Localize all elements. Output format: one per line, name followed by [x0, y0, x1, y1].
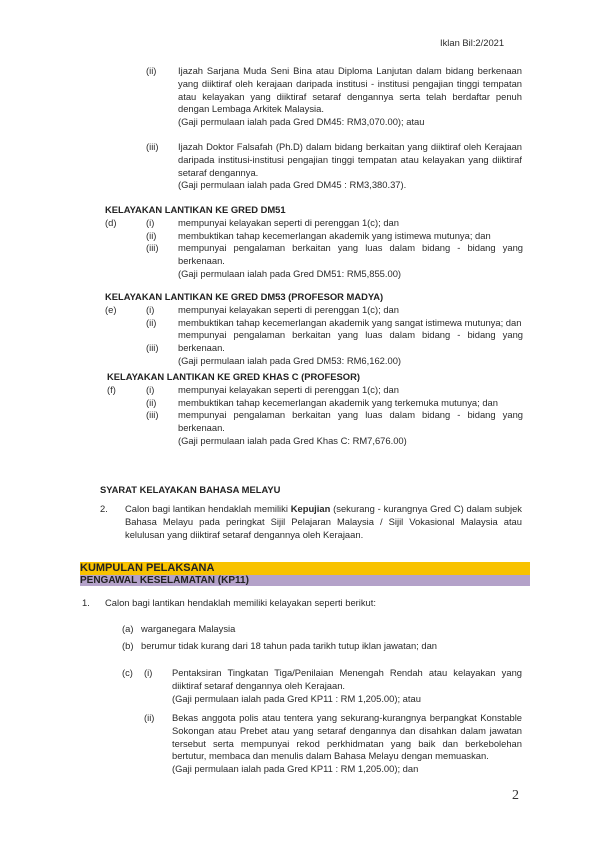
item-text: membuktikan tahap kecemerlangan akademik yang sangat istimewa mutunya; dan [178, 316, 522, 328]
emphasis: Kepujian [290, 503, 331, 514]
item-number: (ii) [146, 65, 157, 76]
salary-note: (Gaji permulaan ialah pada Gred DM53: RM6,162.00) [178, 354, 402, 366]
item-number: (b) [122, 640, 134, 651]
qualification-item [172, 667, 522, 705]
item-text: membuktikan tahap kecemerlangan akademik yang terkemuka mutunya; dan [178, 396, 498, 408]
item-number: (ii) [146, 229, 157, 241]
item-number: (i) [146, 303, 155, 315]
kp11-intro: Calon bagi lantikan hendaklah memiliki kelayakan seperti berikut: [105, 597, 376, 608]
item-text: mempunyai pengalaman berkaitan yang luas dalam bidang - bidang yang berkenaan. [178, 329, 523, 354]
item-number: (i) [144, 667, 153, 678]
item-text: warganegara Malaysia [141, 623, 236, 634]
item-text: Ijazah Doktor Falsafah (Ph.D) dalam bidang berkaitan yang diiktiraf oleh Kerajaan daripada institusi-institusi pengajian tinggi tempatan atau kelayakan yang diiktiraf setaraf dengannya. [178, 141, 522, 178]
section-dm51 [105, 204, 523, 283]
section-letter: (f) [107, 383, 116, 395]
item-text: mempunyai pengalaman berkaitan yang luas dalam bidang - bidang yang berkenaan. [178, 409, 523, 434]
section-khas-c [105, 371, 523, 450]
section-heading: KELAYAKAN LANTIKAN KE GRED KHAS C (PROFESOR) [107, 371, 360, 382]
section-heading: SYARAT KELAYAKAN BAHASA MELAYU [100, 484, 281, 495]
item-text: membuktikan tahap kecemerlangan akademik yang istimewa mutunya; dan [178, 229, 491, 241]
section-dm53 [105, 291, 523, 382]
page-number: 2 [512, 788, 519, 803]
group-title-bar: KUMPULAN PELAKSANA [80, 562, 530, 575]
item-text: berumur tidak kurang dari 18 tahun pada tarikh tutup iklan jawatan; dan [141, 640, 438, 651]
qualification-item [178, 65, 522, 129]
salary-note: (Gaji permulaan ialah pada Gred KP11 : RM 1,205.00); atau [172, 692, 421, 704]
item-number: (ii) [146, 316, 157, 328]
bm-requirement [125, 503, 522, 541]
item-number: (ii) [144, 712, 155, 723]
advert-reference: Iklan Bil:2/2021 [440, 37, 505, 48]
item-number: (iii) [146, 141, 159, 152]
section-heading: KELAYAKAN LANTIKAN KE GRED DM53 (PROFESOR MADYA) [105, 291, 384, 302]
salary-note: (Gaji permulaan ialah pada Gred DM51: RM5,855.00) [178, 267, 402, 279]
item-text: mempunyai kelayakan seperti di perenggan 1(c); dan [178, 383, 399, 395]
item-number: (i) [146, 383, 155, 395]
text: Calon bagi lantikan hendaklah memiliki [125, 503, 291, 514]
qualification-item [172, 712, 522, 776]
salary-note: (Gaji permulaan ialah pada Gred Khas C: RM7,676.00) [178, 434, 407, 446]
item-number: (i) [146, 216, 155, 228]
item-number: (a) [122, 623, 134, 634]
item-number: 2. [100, 503, 108, 514]
salary-note: (Gaji permulaan ialah pada Gred DM45 : RM3,380.37). [178, 179, 407, 191]
item-text: mempunyai pengalaman berkaitan yang luas dalam bidang - bidang yang berkenaan. [178, 242, 523, 267]
item-text: Ijazah Sarjana Muda Seni Bina atau Diploma Lanjutan dalam bidang berkenaan yang diiktiraf oleh kerajaan daripada institusi - institusi pengajian tinggi tempatan atau kelayakan yang diiktiraf setaraf dengannya serta telah berdaftar penuh dengan Lembaga Arkitek Malaysia. [178, 65, 522, 115]
item-text: mempunyai kelayakan seperti di perenggan 1(c); dan [178, 303, 399, 315]
item-text: mempunyai kelayakan seperti di perenggan 1(c); dan [178, 216, 399, 228]
item-number: 1. [82, 597, 90, 608]
item-number: (iii) [146, 409, 159, 421]
item-number: (c) [122, 667, 133, 678]
section-letter: (e) [105, 303, 117, 315]
salary-note: (Gaji permulaan ialah pada Gred DM45: RM3,070.00); atau [178, 116, 425, 128]
section-heading: KELAYAKAN LANTIKAN KE GRED DM51 [105, 204, 286, 215]
text: (sekurang - kurangnya Gred C) dalam subjek Bahasa Melayu pada peringkat Sijil Pelajaran Malaysia / Sijil Vokasional Malaysia atau kelulusan yang diiktiraf setaraf dengannya oleh Kerajaan. [125, 503, 522, 540]
item-text: Pentaksiran Tingkatan Tiga/Penilaian Menengah Rendah atau kelayakan yang diiktiraf setaraf dengannya oleh Kerajaan. [172, 667, 522, 691]
qualification-item [178, 141, 522, 192]
item-number: (iii) [146, 342, 159, 354]
group-subtitle-bar: PENGAWAL KESELAMATAN (KP11) [80, 575, 530, 586]
item-number: (iii) [146, 242, 159, 254]
salary-note: (Gaji permulaan ialah pada Gred KP11 : RM 1,205.00); dan [172, 763, 419, 775]
section-letter: (d) [105, 216, 117, 228]
item-number: (ii) [146, 396, 157, 408]
item-text: Bekas anggota polis atau tentera yang sekurang-kurangnya berpangkat Konstable Sokongan atau Prebet atau yang setaraf dengannya dan disahkan dalam jawatan tersebut serta mempunyai rekod perkhidmatan yang baik dan berkebolehan bertutur, membaca dan menulis dalam Bahasa Melayu dengan memuaskan. [172, 712, 522, 762]
